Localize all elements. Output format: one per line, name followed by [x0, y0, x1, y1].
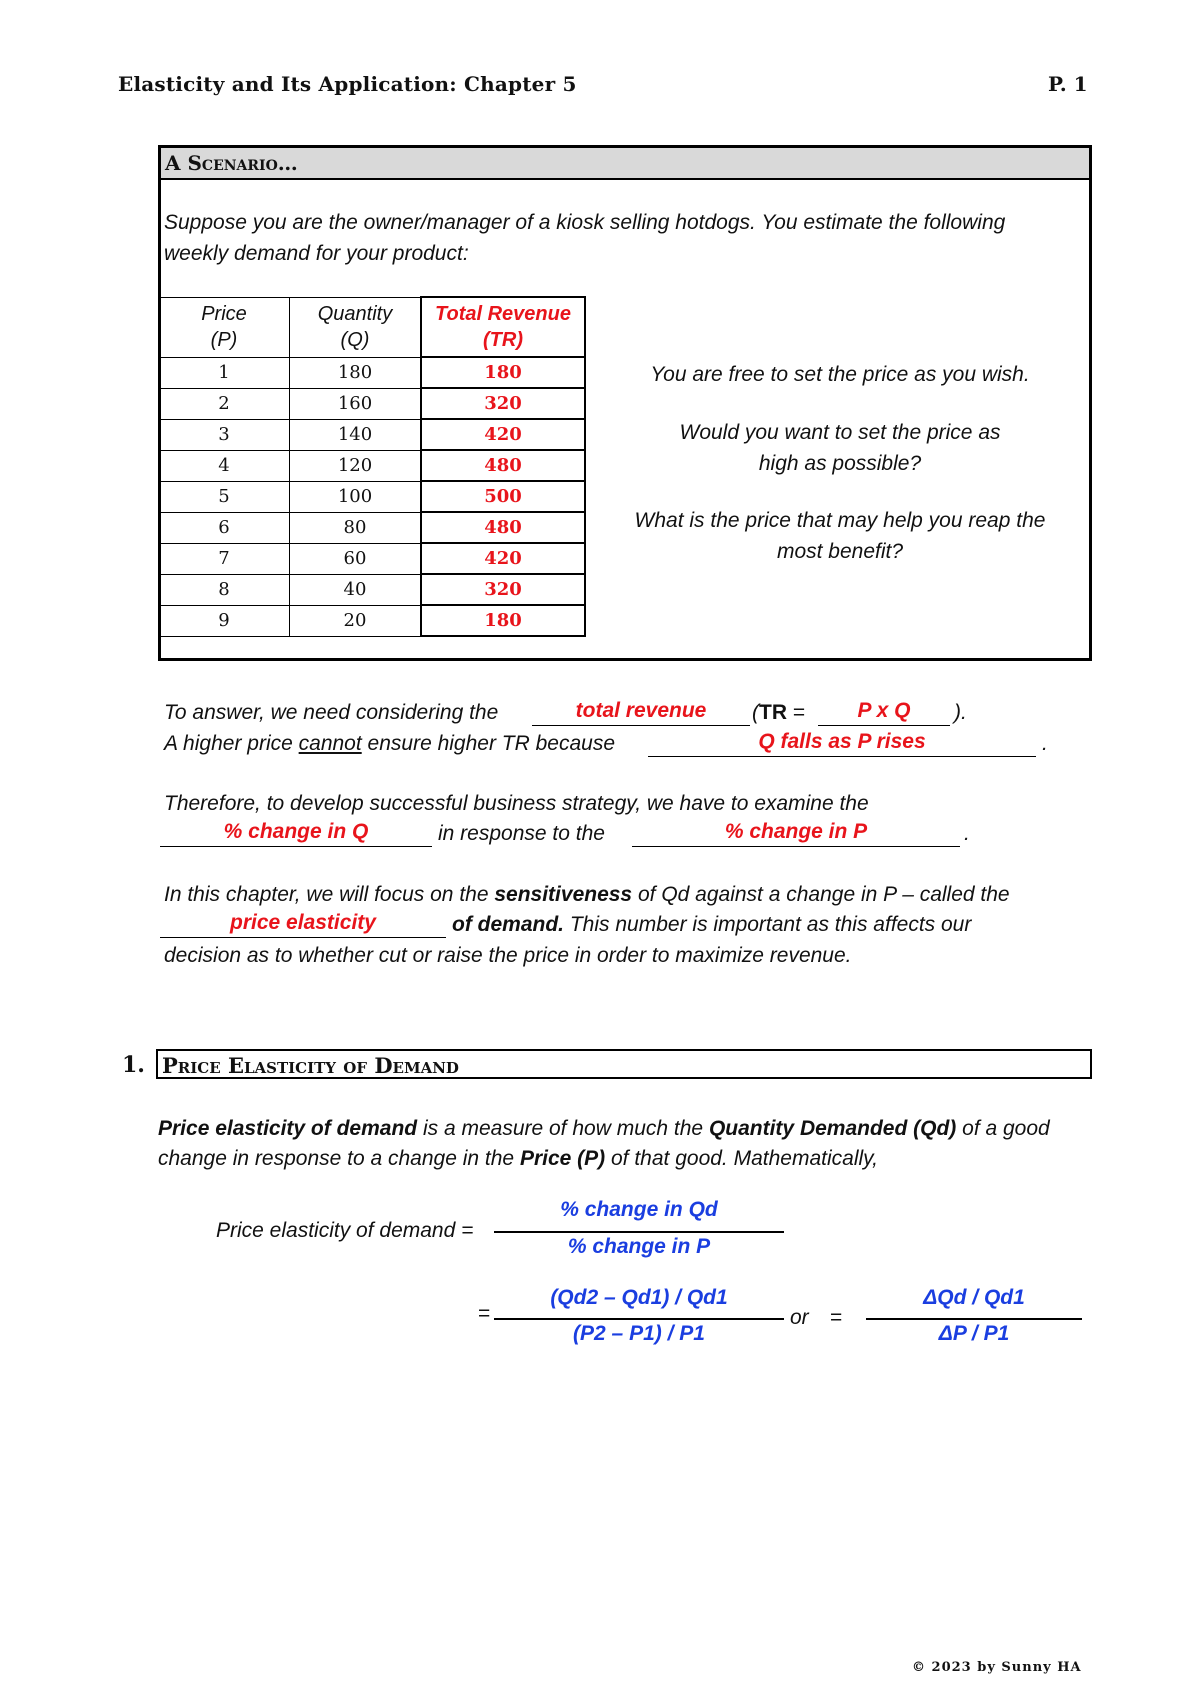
question-2-line-1: Would you want to set the price as [679, 421, 1001, 444]
cell-quantity: 120 [290, 450, 422, 481]
blank-total-revenue: total revenue [532, 697, 750, 726]
blank-price-elasticity: price elasticity [160, 909, 446, 938]
formula-2-numerator: (Qd2 – Qd1) / Qd1 [550, 1286, 728, 1309]
cell-total-revenue: 480 [421, 450, 585, 481]
question-2-line-2: high as possible? [758, 452, 922, 475]
answer-line-1-tr: (TR = [752, 701, 806, 724]
formula-1-denominator: % change in P [567, 1235, 711, 1258]
page-number: P. 1 [1048, 72, 1088, 96]
copyright-footer: © 2023 by Sunny HA [912, 1660, 1082, 1675]
cell-price: 5 [159, 481, 290, 512]
table-header-row [159, 297, 586, 357]
cell-quantity: 140 [290, 419, 422, 450]
scenario-title: A Scenario… [165, 151, 298, 175]
formula-or: or [790, 1306, 809, 1329]
section-title-box [156, 1049, 1092, 1079]
answer-line-5: In this chapter, we will focus on the sensitiveness of Qd against a change in P – called the [164, 883, 1010, 906]
cell-price: 6 [159, 512, 290, 543]
formula-3-denominator: ΔP / P1 [938, 1322, 1010, 1345]
cell-quantity: 20 [290, 605, 422, 636]
header-total-revenue: Total Revenue (TR) [421, 297, 585, 357]
cell-quantity: 40 [290, 574, 422, 605]
table-row [159, 543, 586, 574]
question-3-line-1: What is the price that may help you reap the [634, 509, 1046, 532]
cell-price: 2 [159, 388, 290, 419]
fraction-bar-2 [494, 1318, 784, 1320]
cell-price: 9 [159, 605, 290, 636]
question-3-line-2: most benefit? [776, 540, 904, 563]
header-price: Price (P) [159, 297, 290, 357]
formula-3-equals: = [830, 1306, 843, 1329]
cell-quantity: 80 [290, 512, 422, 543]
scenario-intro-line-1: Suppose you are the owner/manager of a kiosk selling hotdogs. You estimate the following [164, 211, 1006, 234]
table-row [159, 388, 586, 419]
table-row [159, 419, 586, 450]
cell-price: 4 [159, 450, 290, 481]
table-row [159, 574, 586, 605]
document-header-title: Elasticity and Its Application: Chapter 5 [118, 72, 577, 96]
answer-line-2: A higher price cannot ensure higher TR because [164, 732, 616, 755]
answer-line-1-prefix: To answer, we need considering the [164, 701, 499, 724]
cell-total-revenue: 320 [421, 388, 585, 419]
cell-quantity: 60 [290, 543, 422, 574]
definition-line-2: change in response to a change in the Price (P) of that good. Mathematically, [158, 1147, 878, 1170]
question-1: You are free to set the price as you wish. [650, 363, 1030, 386]
formula-2-denominator: (P2 – P1) / P1 [573, 1322, 705, 1345]
cell-total-revenue: 180 [421, 605, 585, 636]
formula-label: Price elasticity of demand = [216, 1219, 474, 1242]
header-quantity: Quantity (Q) [290, 297, 422, 357]
cell-price: 1 [159, 357, 290, 388]
fraction-bar-3 [866, 1318, 1082, 1320]
formula-1-numerator: % change in Qd [560, 1198, 718, 1221]
demand-table [158, 296, 586, 637]
blank-q-falls: Q falls as P rises [648, 728, 1036, 757]
scenario-header-bar [161, 148, 1089, 180]
blank-p-times-q: P x Q [818, 697, 950, 726]
answer-line-1-suffix: ). [954, 701, 967, 724]
table-row [159, 512, 586, 543]
cell-total-revenue: 420 [421, 419, 585, 450]
answer-line-6: of demand. This number is important as this affects our [452, 913, 972, 936]
formula-2-equals: = [478, 1302, 491, 1325]
formula-3-numerator: ΔQd / Qd1 [923, 1286, 1025, 1309]
blank-change-in-p: % change in P [632, 818, 960, 847]
cell-quantity: 160 [290, 388, 422, 419]
fraction-bar-1 [494, 1231, 784, 1233]
table-row [159, 450, 586, 481]
cell-total-revenue: 500 [421, 481, 585, 512]
scenario-intro-line-2: weekly demand for your product: [164, 242, 469, 265]
answer-line-3: Therefore, to develop successful business strategy, we have to examine the [164, 792, 869, 815]
cell-total-revenue: 320 [421, 574, 585, 605]
cell-price: 7 [159, 543, 290, 574]
cell-quantity: 180 [290, 357, 422, 388]
definition-line-1: Price elasticity of demand is a measure of how much the Quantity Demanded (Qd) of a good [158, 1117, 1050, 1140]
blank-change-in-q: % change in Q [160, 818, 432, 847]
cell-total-revenue: 420 [421, 543, 585, 574]
table-row [159, 605, 586, 636]
cell-price: 3 [159, 419, 290, 450]
answer-line-4-middle: in response to the [438, 822, 605, 845]
cell-total-revenue: 180 [421, 357, 585, 388]
section-number: 1. [122, 1052, 145, 1078]
cell-quantity: 100 [290, 481, 422, 512]
answer-line-4-suffix: . [964, 822, 970, 845]
cell-price: 8 [159, 574, 290, 605]
section-title: Price Elasticity of Demand [162, 1053, 459, 1078]
answer-line-2-suffix: . [1042, 732, 1048, 755]
cell-total-revenue: 480 [421, 512, 585, 543]
table-row [159, 481, 586, 512]
table-row [159, 357, 586, 388]
answer-line-7: decision as to whether cut or raise the price in order to maximize revenue. [164, 944, 852, 967]
